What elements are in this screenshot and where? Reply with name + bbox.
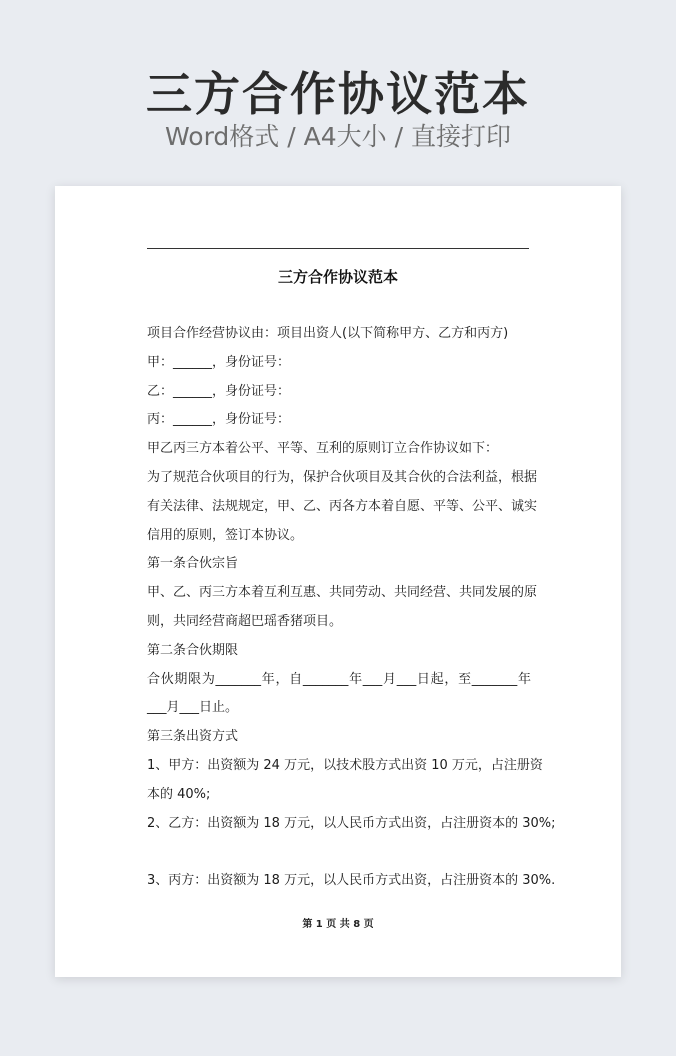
document-body	[147, 324, 556, 900]
article-text: 2、乙方：出资额为 18 万元，以人民币方式出资，占注册资本的 30%;	[147, 815, 556, 831]
article-text: 本的 40%;	[147, 786, 211, 802]
article-text: 3、丙方：出资额为 18 万元，以人民币方式出资，占注册资本的 30%.	[147, 873, 556, 889]
article-heading: 第二条合伙期限	[147, 642, 239, 658]
header-rule	[147, 248, 529, 249]
party-b-line: 乙：______，身份证号：	[147, 383, 291, 399]
purpose-line: 有关法律、法规规定，甲、乙、丙各方本着自愿、平等、公平、诚实	[147, 498, 538, 514]
purpose-line: 信用的原则，签订本协议。	[147, 527, 304, 543]
page-title: 三方合作协议范本	[146, 67, 530, 121]
page-subtitle: Word格式 / A4大小 / 直接打印	[165, 122, 511, 151]
document-page	[55, 186, 621, 977]
article-heading: 第一条合伙宗旨	[147, 556, 239, 572]
page-number: 第 1 页 共 8 页	[302, 919, 374, 930]
intro-line: 项目合作经营协议由：项目出资人(以下简称甲方、乙方和丙方)	[147, 326, 509, 341]
article-text: ___月___日止。	[147, 700, 239, 716]
article-text: 则，共同经营商超巴瑶香猪项目。	[147, 613, 343, 629]
principle-line: 甲乙丙三方本着公平、平等、互利的原则订立合作协议如下：	[147, 441, 499, 457]
article-text: 甲、乙、丙三方本着互利互惠、共同劳动、共同经营、共同发展的原	[147, 585, 538, 601]
article-text: 1、甲方：出资额为 24 万元，以技术股方式出资 10 万元，占注册资	[147, 757, 543, 773]
party-c-line: 丙：______，身份证号：	[147, 412, 291, 428]
article-heading: 第三条出资方式	[147, 729, 239, 745]
document-title: 三方合作协议范本	[277, 268, 398, 286]
party-a-line: 甲：______，身份证号：	[147, 354, 291, 370]
article-text: 合伙期限为_______年，自_______年___月___日起，至_______年	[147, 671, 531, 687]
purpose-line: 为了规范合伙项目的行为，保护合伙项目及其合伙的合法利益，根据	[147, 469, 538, 485]
